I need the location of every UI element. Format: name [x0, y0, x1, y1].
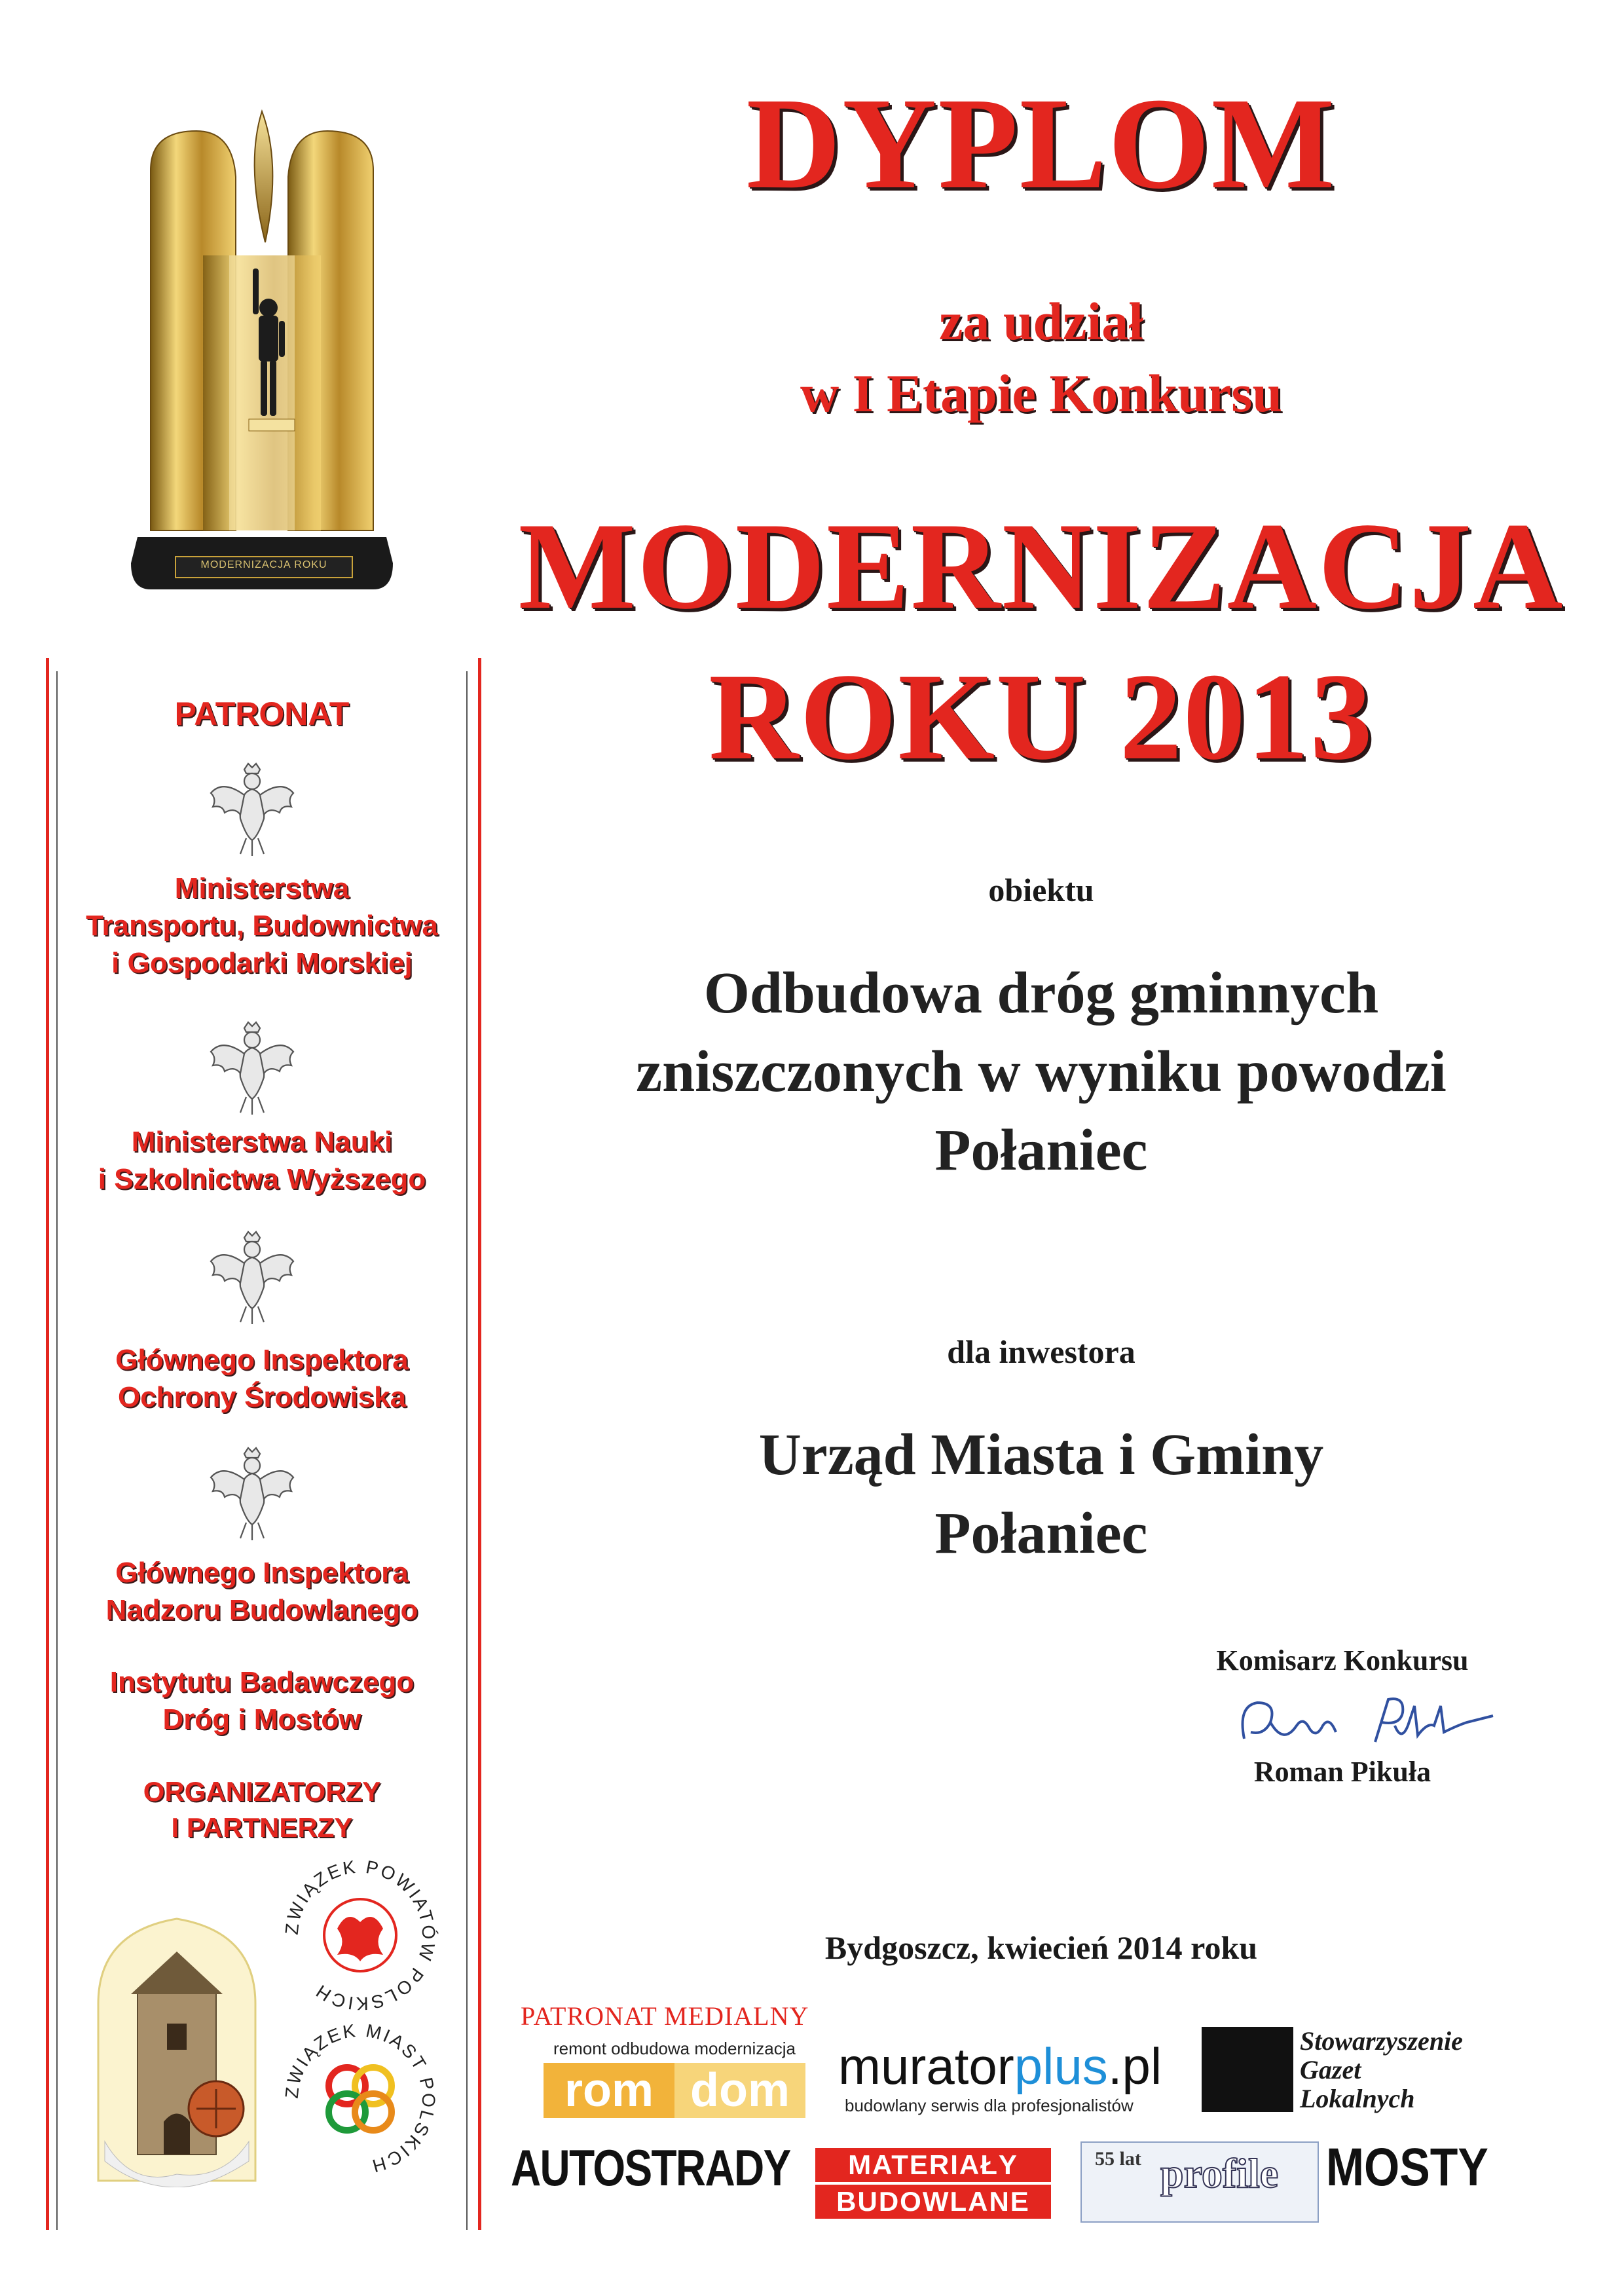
contest-name-line-1: MODERNIZACJA	[518, 498, 1564, 635]
zmp-logo	[282, 2020, 439, 2177]
materialy-budowlane-logo	[815, 2148, 1051, 2220]
patron-2-line-2: i Szkolnictwa Wyższego	[98, 1163, 426, 1195]
object-name-line-1: Odbudowa dróg gminnych	[703, 961, 1379, 1026]
romdom-tagline: remont odbudowa modernizacja	[553, 2039, 796, 2058]
profile-badge: 55 lat	[1095, 2148, 1141, 2170]
muratorplus-logo	[838, 2037, 1179, 2122]
romdom-logo	[544, 2039, 805, 2124]
eagle-emblem-icon	[203, 1228, 301, 1329]
subtitle-line-1: za udział	[938, 291, 1144, 351]
diploma-title: DYPLOM	[746, 71, 1337, 216]
patron-4-line-1: Głównego Inspektora	[115, 1557, 409, 1589]
patron-5-line-1: Instytutu Badawczego	[109, 1666, 415, 1698]
signatory-role: Komisarz Konkursu	[1216, 1644, 1469, 1676]
mosty-name: MOSTY	[1326, 2138, 1488, 2197]
romdom-name-part-1: rom	[544, 2063, 674, 2118]
mosty-logo	[1326, 2135, 1522, 2200]
media-patronage-heading: PATRONAT MEDIALNY	[521, 2001, 809, 2031]
patron-5-line-2: Dróg i Mostów	[162, 1703, 361, 1735]
investor-label: dla inwestora	[947, 1333, 1135, 1370]
patron-1-line-2: Transportu, Budownictwa	[86, 910, 438, 942]
eagle-emblem-icon	[203, 1018, 301, 1120]
organizers-heading-line-2: I PARTNERZY	[171, 1812, 353, 1843]
object-name-line-2: zniszczonych w wyniku powodzi	[636, 1039, 1447, 1104]
autostrady-name: AUTOSTRADY	[511, 2139, 790, 2196]
materialy-name-line-2: BUDOWLANE	[815, 2185, 1051, 2219]
materialy-name-line-1: MATERIAŁY	[815, 2148, 1051, 2182]
autostrady-logo	[511, 2135, 790, 2200]
zpp-logo	[282, 1857, 439, 2014]
patron-3-line-2: Ochrony Środowiska	[117, 1381, 407, 1413]
investor-name-line-2: Połaniec	[934, 1501, 1148, 1566]
place-and-date: Bydgoszcz, kwiecień 2014 roku	[824, 1929, 1258, 1966]
profile-name: profile	[1160, 2150, 1279, 2196]
patron-1-line-1: Ministerstwa	[174, 872, 350, 904]
zmp-logo-text: ZWIĄZEK MIAST POLSKICH	[282, 2020, 439, 2177]
tower-logo	[92, 1912, 262, 2187]
muratorplus-tagline: budowlany serwis dla profesjonalistów	[845, 2096, 1134, 2115]
patron-2-line-1: Ministerstwa Nauki	[131, 1126, 393, 1158]
sidebar-border-left-outer	[46, 658, 49, 2230]
sgl-name-line-1: Stowarzyszenie	[1300, 2026, 1463, 2056]
investor-name-line-1: Urząd Miasta i Gminy	[758, 1422, 1324, 1487]
zpp-logo-text: ZWIĄZEK POWIATÓW POLSKICH	[282, 1857, 439, 2014]
muratorplus-name-part-2: plus	[1014, 2037, 1108, 2095]
organizers-heading-line-1: ORGANIZATORZY	[143, 1776, 381, 1807]
trophy-image	[124, 105, 399, 589]
muratorplus-name-part-1: murator	[838, 2037, 1014, 2095]
subtitle-line-2: w I Etapie Konkursu	[800, 363, 1282, 423]
sidebar-border-right-outer	[478, 658, 481, 2230]
sidebar-border-left-inner	[56, 671, 58, 2230]
object-name-line-3: Połaniec	[934, 1118, 1148, 1183]
sgl-emblem	[1202, 2027, 1293, 2112]
contest-name-line-2: ROKU 2013	[709, 648, 1374, 786]
profile-logo	[1080, 2141, 1319, 2223]
eagle-emblem-icon	[203, 760, 301, 861]
sgl-name-line-3: Lokalnych	[1300, 2084, 1415, 2113]
romdom-name-part-2: dom	[674, 2063, 805, 2118]
sidebar-border-right-inner	[466, 671, 468, 2230]
signatory-name: Roman Pikuła	[1253, 1756, 1431, 1788]
muratorplus-name-part-3: .pl	[1107, 2037, 1162, 2095]
trophy-caption: MODERNIZACJA ROKU	[200, 559, 327, 570]
object-label: obiektu	[988, 872, 1094, 908]
signature-image	[1231, 1686, 1506, 1758]
eagle-emblem-icon	[203, 1444, 301, 1546]
patronage-heading: PATRONAT	[174, 695, 350, 732]
sgl-name-line-2: Gazet	[1300, 2055, 1361, 2084]
patron-3-line-1: Głównego Inspektora	[115, 1344, 409, 1376]
patron-4-line-2: Nadzoru Budowlanego	[105, 1594, 418, 1626]
sgl-logo	[1202, 2027, 1529, 2119]
patron-1-line-3: i Gospodarki Morskiej	[111, 947, 413, 979]
